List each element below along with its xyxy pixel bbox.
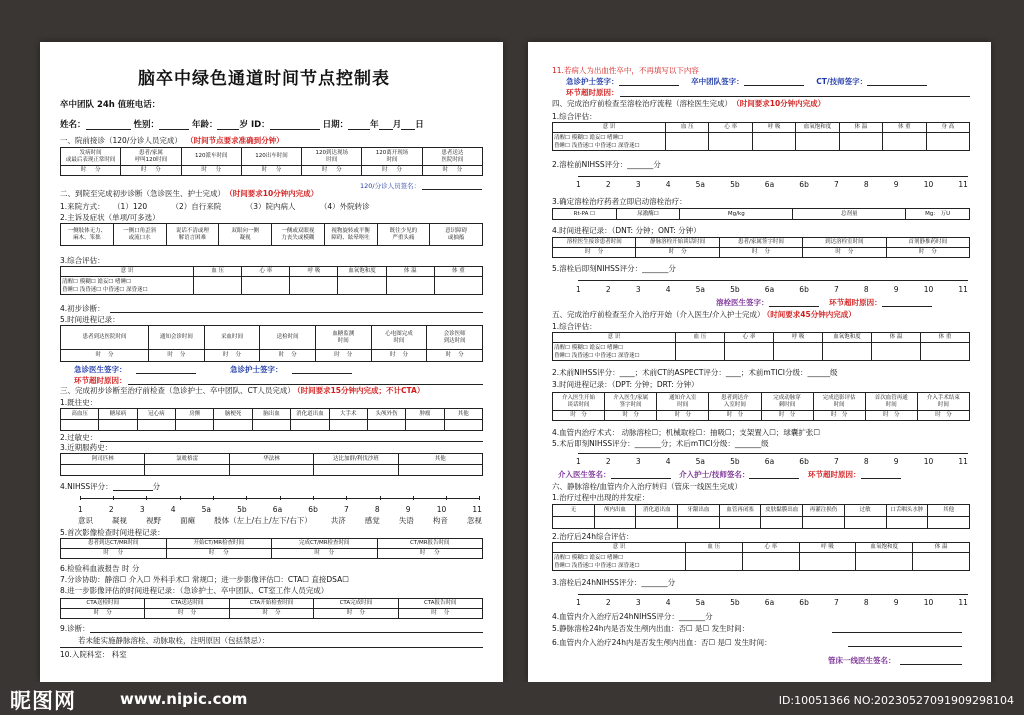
eval-label: 1.综合评估： [552, 322, 597, 331]
vital-signs-table: 意 识 血 压 心 率 呼 吸 血氧饱和度 体 温 体 重 身 高 清醒☐ 模糊☐ 谵妄☐ 嗜睡☐ 昏睡☐ 浅昏迷☐ 中昏迷☐ 深昏迷☐ [552, 122, 970, 151]
overtime-reason: 环节超时原因： [566, 88, 619, 97]
thrombolysis-time-table: 溶栓医生接诊患者时间 静脉溶栓开始谈话时间 患者/家属签字时间 到达溶栓室时间 首剂静推药时间 时 分 时 分 时 分 时 分 时 分 [552, 237, 970, 258]
symptom-cell: 既往少见的 严重头痛 [377, 224, 430, 246]
triage-line: 7.分诊协助：静溶☐ 介入☐ 外科手术☐ 常规☐；进一步影像评估☐：CTA☐ 直接DSA☐ [60, 575, 349, 584]
time-hm-cell: 时 分 [422, 166, 482, 176]
sign-line [60, 647, 483, 648]
sign-line [90, 632, 483, 633]
symptoms-label: 2.主诉及症状（单项/可多选） [60, 213, 160, 222]
time-record-dpt: 3.时间进程记录：（DPT: 分钟；DRT: 分钟） [552, 380, 699, 389]
sign-line [620, 96, 970, 97]
er-nurse-sign: 急诊护士签字： [230, 365, 283, 374]
arrival-mode-row: 1.来院方式： （1）120 （2）自行来院 （3）院内病人 （4）外院转诊 [60, 202, 370, 211]
imaging-time-table: 患者到达CT/MR时间 开始CT/MR检查时间 完成CT/MR检查时间 CT/MR报告时间 时 分 时 分 时 分 时 分 [60, 538, 483, 559]
image-id: ID:10051366 NO:20230527091909298104 [778, 694, 1014, 707]
time-record-dnt: 4.时间进程记录：（DNT: 分钟；ONT: 分钟） [552, 226, 701, 235]
signature-row: 急诊护士签字： 卒中团队签字： CT/技师签字： [566, 77, 927, 86]
cell-depart: 120出车时间 [241, 148, 301, 166]
form-title: 脑卒中绿色通道时间节点控制表 [138, 69, 390, 89]
symptom-cell: 说话不清或理 解语言困难 [166, 224, 219, 246]
vital-signs-table: 意 识 血 压 心 率 呼 吸 血氧饱和度 体 温 体 重 清醒☐ 模糊☐ 谵妄☐ 嗜睡☐ 昏睡☐ 浅昏迷☐ 中昏迷☐ 深昏迷☐ [60, 266, 483, 295]
nihss-scale-numbers: 1 2 3 4 5a 5b 6a 6b 7 8 9 10 11 [78, 505, 482, 514]
staff-120-sign: 120/分诊人员签名： [360, 182, 421, 190]
overtime-reason: 环节超时原因： [74, 376, 127, 385]
bleeding-thrombolysis: 5.静脉溶栓24h内是否发生颅内出血：否☐ 是☐ 发生时间： [552, 624, 750, 633]
admission-dept: 10.入院科室： 科室 [60, 650, 127, 659]
cell-leave-scene: 120离开现场 时间 [362, 148, 422, 166]
symptom-cell: 双眼向一侧 凝视 [219, 224, 272, 246]
nihss-label: 4.NIHSS评分： 分 [60, 482, 161, 491]
section-3-heading: 三、完成初步诊断至治疗前检查（急诊护士、卒中团队、CT人员完成） （时间要求15分钟内完成；不计CTA） [60, 386, 425, 395]
further-imaging-label: 8.进一步影像评估的时间进程记录：（急诊护士、卒中团队、CT室工作人员完成） [60, 586, 329, 595]
consciousness-options: 清醒☐ 模糊☐ 谵妄☐ 嗜睡☐ 昏睡☐ 浅昏迷☐ 中昏迷☐ 深昏迷☐ [553, 343, 676, 361]
form-page-right [528, 42, 991, 682]
symptom-cell: 视物旋转或平衡 障碍、眩晕呕吐 [324, 224, 377, 246]
drug-dose-table: Rt-PA ☐ 尿激酶☐ Mg/kg 总剂量 Mg： 万U [552, 208, 970, 220]
bleeding-intervention: 6.血管内介入治疗24h内是否发生颅内出血：否☐ 是☐ 发生时间： [552, 638, 772, 647]
complications-table: 无 颅内出血 消化道出血 牙龈出血 血管再闭塞 皮肤黏膜出血 再灌注损伤 过敏 口舌咽头水肿 其他 [552, 504, 970, 529]
time-record-label: 5.时间进程记录： [60, 315, 120, 324]
form-page-left [40, 42, 503, 682]
site-url: www.nipic.com [120, 690, 248, 708]
nihss-scale-numbers: 1 2 3 4 5a 5b 6a 6b 7 8 9 10 11 [576, 457, 968, 466]
endovascular-method: 4.血管内治疗术式： 动脉溶栓☐；机械取栓☐：抽吸☐；支架置入☐；球囊扩张☐ [552, 428, 821, 437]
nihss-scale-numbers: 1 2 3 4 5a 5b 6a 6b 7 8 9 10 11 [576, 285, 968, 294]
sign-line [848, 646, 962, 647]
time-hm-cell: 时 分 [181, 166, 241, 176]
cell-arrive-hospital: 患者送达 医院时间 [422, 148, 482, 166]
section-6-heading: 六、静脉溶栓/血管内介入治疗转归（管床一线医生完成） [552, 482, 743, 491]
symptom-cell: 一侧或双眼视 力丧失或模糊 [272, 224, 325, 246]
diagnosis-9-label: 9.诊断： [60, 624, 90, 633]
symptom-cell: 一侧口角歪斜 或流口水 [113, 224, 166, 246]
thrombolysis-sign-row: 溶栓医生签字： 环节超时原因： [716, 298, 932, 307]
time-hm-cell: 时 分 [241, 166, 301, 176]
imaging-label: 5.首次影像检查时间进程记录： [60, 528, 165, 537]
patient-info-row: 姓名： 性别： 年龄： 岁 ID： 日期： 年 月 日 [60, 120, 424, 130]
eval-24h-label: 2.治疗后24h综合评估： [552, 532, 634, 541]
section-1-heading: 一、院前接诊（120/分诊人员完成） （时间节点要求准确到分钟） [60, 136, 284, 145]
er-doctor-sign: 急诊医生签字： [74, 365, 127, 374]
cell-dispatch: 120派车时间 [181, 148, 241, 166]
intervention-sign-row: 介入医生签名： 介入护士/技师签名： 环节超时原因： [558, 470, 901, 479]
sign-line [422, 189, 482, 190]
prehospital-time-table [60, 147, 483, 176]
time-hm-cell: 时 分 [61, 166, 121, 176]
section-2-heading: 二、到院至完成初步诊断（急诊医生、护士完成） （时间要求10分钟内完成） [60, 189, 319, 198]
consciousness-options: 清醒☐ 模糊☐ 谵妄☐ 嗜睡☐ 昏睡☐ 浅昏迷☐ 中昏迷☐ 深昏迷☐ [553, 133, 666, 151]
nihss-post-thrombolysis: 5.溶栓后即刻NIHSS评分：_______分 [552, 264, 676, 273]
sign-line [100, 441, 483, 442]
sign-line [292, 373, 352, 374]
attending-doctor-sign: 管床一线医生签名： [828, 656, 896, 665]
team-phone-label: 卒中团队 24h 值班电话： [60, 100, 161, 110]
sign-line [832, 632, 962, 633]
nihss-pre-thrombolysis: 2.溶栓前NIHSS评分：_______分 [552, 160, 661, 169]
cell-call-120: 患者/家属 呼叫120时间 [121, 148, 181, 166]
post-op-nihss: 5.术后即刻NIHSS评分：_______分；术后mTICI分级：_______级 [552, 439, 769, 448]
eval-label: 1.综合评估： [552, 112, 597, 121]
nihss-24h-thrombolysis: 3.溶栓后24hNIHSS评分：_______分 [552, 578, 676, 587]
meds-label: 3.近期服药史： [60, 443, 113, 452]
vital-signs-table: 意 识 血 压 心 率 呼 吸 血氧饱和度 体 温 体 重 清醒☐ 模糊☐ 谵妄☐ 嗜睡☐ 昏睡☐ 浅昏迷☐ 中昏迷☐ 深昏迷☐ [552, 332, 970, 361]
sign-line [128, 384, 483, 385]
section-5-heading: 五、完成治疗前检查至介入治疗开始（介入医生/介入护士完成） （时间要求45分钟内完成） [552, 310, 856, 319]
sign-line [900, 664, 962, 665]
consciousness-options: 清醒☐ 模糊☐ 谵妄☐ 嗜睡☐ 昏睡☐ 浅昏迷☐ 中昏迷☐ 深昏迷☐ [61, 277, 194, 295]
time-hm-cell: 时 分 [121, 166, 181, 176]
nihss-scale-numbers: 1 2 3 4 5a 5b 6a 6b 7 8 9 10 11 [576, 598, 968, 607]
no-treatment-note: 若未能实施静脉溶栓、动脉取栓，注明原因（包括禁忌）： [78, 636, 270, 645]
symptom-cell: 意识障碍 或抽搐 [430, 224, 483, 246]
aspect-score-line: 2.术前NIHSS评分：____；术前CT的ASPECT评分：____；术前mTICI分级：______级 [552, 368, 838, 377]
section-4-heading: 四、完成治疗前检查至溶栓治疗流程（溶栓医生完成） （时间要求10分钟内完成） [552, 99, 826, 108]
sign-line [136, 373, 196, 374]
cell-arrive-scene: 120到达现场 时间 [302, 148, 362, 166]
cta-time-table: CTA送检时间 CTA送达时间 CTA开始检查时间 CTA完成时间 CTA报告时间 时 分 时 分 时 分 时 分 时 分 [60, 598, 483, 619]
site-logo: 昵图网 [10, 689, 76, 713]
time-hm-cell: 时 分 [362, 166, 422, 176]
time-hm-cell: 时 分 [302, 166, 362, 176]
nihss-24h-intervention: 4.血管内介入治疗后24hNIHSS评分：_______分 [552, 612, 713, 621]
nihss-scale-items: 意识 凝视 视野 面瘫 肢体（左上/右上/左下/右下） 共济 感觉 失语 构音 忽视 [78, 516, 482, 525]
symptoms-table [60, 223, 483, 246]
vital-signs-24h-table: 意 识 血 压 心 率 呼 吸 血氧饱和度 体 温 清醒☐ 模糊☐ 谵妄☐ 嗜睡☐ 昏睡☐ 浅昏迷☐ 中昏迷☐ 深昏迷☐ [552, 542, 970, 571]
lab-report-line: 6.检验科血液报告 时 分 [60, 564, 140, 573]
medical-history-table: 高血压 糖尿病 冠心病 房颤 脑梗死 脑出血 消化道出血 大手术 头颅外伤 肿瘤 其他 [60, 408, 483, 431]
intervention-time-table: 介入医生开始 谈话时间 介入医生/家属 签字时间 通知介入室 时间 患者到达介 入室时间 完成动脉穿 刺时间 完成造影评估 时间 首次血管再通 时间 介入手术结束 时间 时 分 时 分 时 分 时 分 时 分 时 分 时 分 时 分 [552, 392, 970, 421]
thrombolysis-drug-label: 3.确定溶栓治疗药者立即启动溶栓治疗： [552, 197, 687, 206]
diagnosis-line [110, 312, 483, 313]
complications-label: 1.治疗过程中出现的并发症： [552, 493, 650, 502]
symptom-cell: 一侧肢体无力、 麻木、笨拙 [61, 224, 114, 246]
allergy-label: 2.过敏史： [60, 433, 98, 442]
eval-label: 3.综合评估： [60, 256, 105, 265]
hemorrhagic-note: 11.若病人为出血性卒中，不再填写以下内容 [552, 66, 699, 75]
initial-diagnosis-label: 4.初步诊断： [60, 304, 105, 313]
arrival-time-table: 患者到达医院时间 通知会诊时间 采血时间 送检时间 血糖监测 时间 心电图完成 时间 会诊医师 到达时间 时 分 时 分 时 分 时 分 时 分 时 分 时 分 [60, 325, 483, 362]
medication-table: 阿司匹林 氯吡格雷 华法林 达比加群/利伐沙班 其他 [60, 453, 483, 476]
nihss-scale-numbers: 1 2 3 4 5a 5b 6a 6b 7 8 9 10 11 [576, 180, 968, 189]
cell-onset: 发病时间 或最后表现正常时间 [61, 148, 121, 166]
consciousness-options: 清醒☐ 模糊☐ 谵妄☐ 嗜睡☐ 昏睡☐ 浅昏迷☐ 中昏迷☐ 深昏迷☐ [553, 553, 686, 571]
history-label: 1.既往史： [60, 398, 98, 407]
